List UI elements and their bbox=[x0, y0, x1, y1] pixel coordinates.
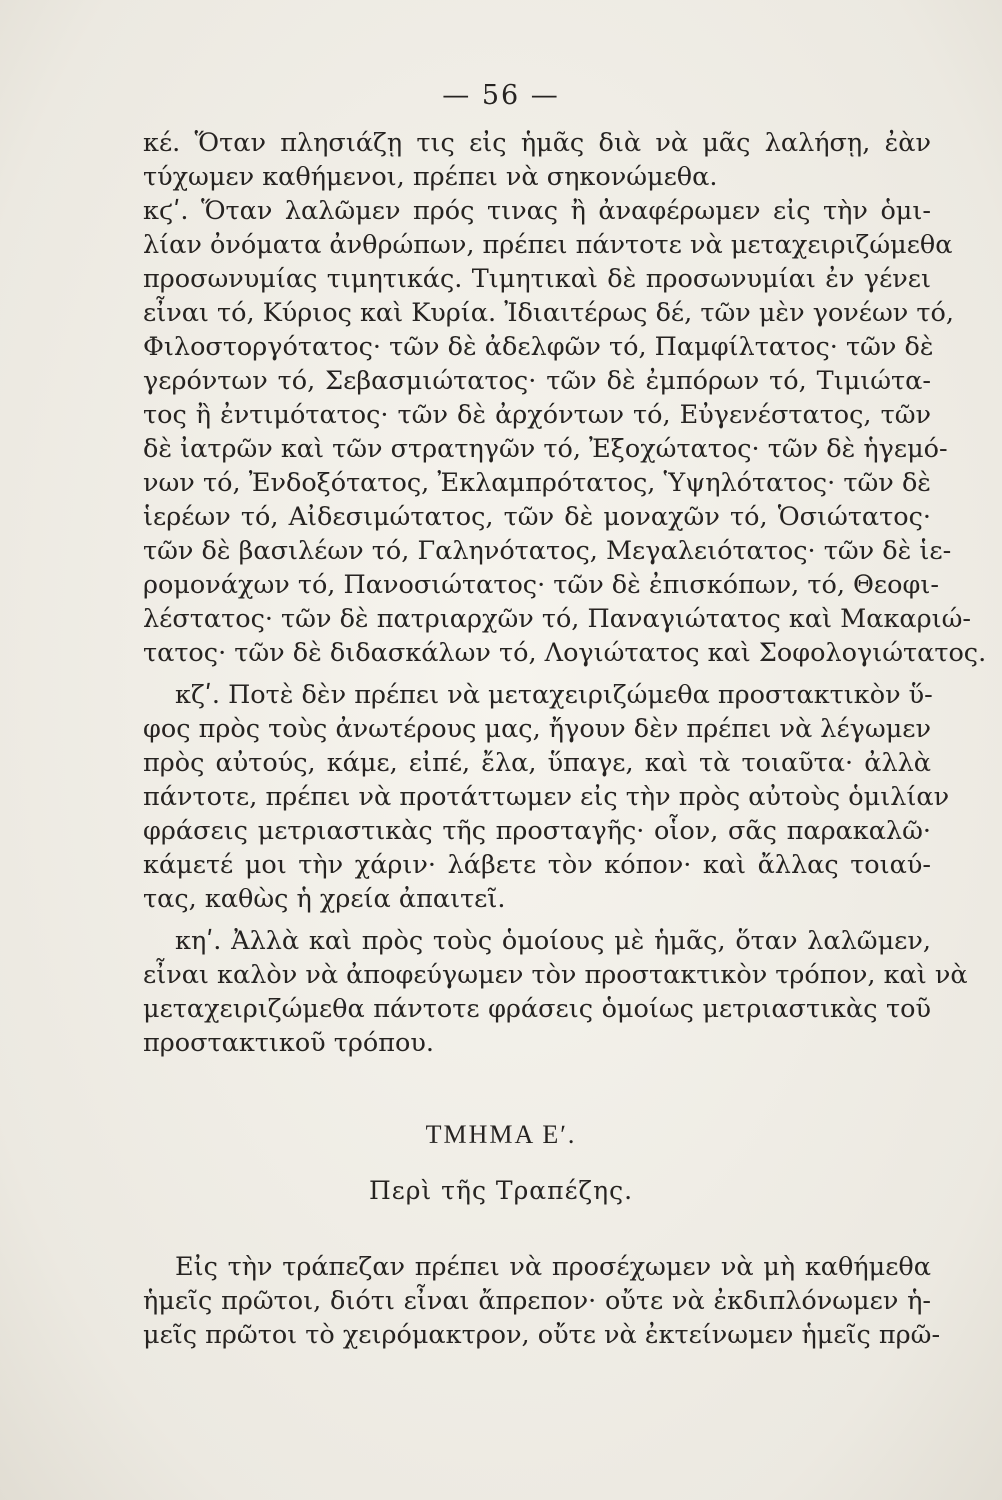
text-line: προσωνυμίας τιμητικάς. Τιμητικαὶ δὲ προσωνυμίαι ἐν γένει bbox=[143, 264, 931, 294]
section-subheading: Περὶ τῆς Τραπέζης. bbox=[368, 1176, 634, 1205]
text-line: λίαν ὀνόματα ἀνθρώπων, πρέπει πάντοτε νὰ μεταχειριζώμεθα bbox=[143, 230, 953, 260]
text-line: κηʹ. Ἀλλὰ καὶ πρὸς τοὺς ὁμοίους μὲ ἡμᾶς, ὅταν λαλῶμεν, bbox=[175, 926, 931, 956]
text-line: τος ἢ ἐντιμότατος· τῶν δὲ ἀρχόντων τό, Εὐγενέστατος, τῶν bbox=[143, 400, 931, 430]
text-line: μεῖς πρῶτοι τὸ χειρόμακτρον, οὔτε νὰ ἐκτείνωμεν ἡμεῖς πρῶ- bbox=[143, 1320, 941, 1350]
text-line: προστακτικοῦ τρόπου. bbox=[143, 1028, 434, 1058]
text-line: εἶναι τό, Κύριος καὶ Κυρία. Ἰδιαιτέρως δέ, τῶν μὲν γονέων τό, bbox=[143, 298, 954, 328]
text-line: εἶναι καλὸν νὰ ἀποφεύγωμεν τὸν προστακτικὸν τρόπον, καὶ νὰ bbox=[143, 960, 968, 990]
text-line: κέ. Ὅταν πλησιάζῃ τις εἰς ἡμᾶς διὰ νὰ μᾶς λαλήσῃ, ἐὰν bbox=[143, 128, 931, 158]
text-line: φράσεις μετριαστικὰς τῆς προσταγῆς· οἷον, σᾶς παρακαλῶ· bbox=[143, 816, 931, 846]
text-line: τας, καθὼς ἡ χρεία ἀπαιτεῖ. bbox=[143, 884, 506, 914]
section-heading: ΤΜΗΜΑ Εʹ. bbox=[425, 1120, 577, 1149]
text-line: κάμετέ μοι τὴν χάριν· λάβετε τὸν κόπον· καὶ ἄλλας τοιαύ- bbox=[143, 850, 931, 880]
text-line: Φιλοστοργότατος· τῶν δὲ ἀδελφῶν τό, Παμφίλτατος· τῶν δὲ bbox=[143, 332, 934, 362]
text-line: ἱερέων τό, Αἰδεσιμώτατος, τῶν δὲ μοναχῶν τό, Ὁσιώτατος· bbox=[143, 502, 931, 532]
text-line: μεταχειριζώμεθα πάντοτε φράσεις ὁμοίως μετριαστικὰς τοῦ bbox=[143, 994, 931, 1024]
page-number-header: — 56 — bbox=[442, 80, 560, 111]
text-line: Εἰς τὴν τράπεζαν πρέπει νὰ προσέχωμεν νὰ μὴ καθήμεθα bbox=[175, 1252, 931, 1282]
text-line: τύχωμεν καθήμενοι, πρέπει νὰ σηκονώμεθα. bbox=[143, 162, 718, 192]
text-line: νων τό, Ἐνδοξότατος, Ἐκλαμπρότατος, Ὑψηλότατος· τῶν δὲ bbox=[143, 468, 931, 498]
text-line: φος πρὸς τοὺς ἀνωτέρους μας, ἤγουν δὲν πρέπει νὰ λέγωμεν bbox=[143, 714, 931, 744]
text-line: κϛʹ. Ὅταν λαλῶμεν πρός τινας ἢ ἀναφέρωμεν εἰς τὴν ὁμι- bbox=[143, 196, 931, 226]
text-line: πρὸς αὐτούς, κάμε, εἰπέ, ἔλα, ὕπαγε, καὶ τὰ τοιαῦτα· ἀλλὰ bbox=[143, 748, 931, 778]
text-line: τατος· τῶν δὲ διδασκάλων τό, Λογιώτατος καὶ Σοφολογιώτατος. bbox=[143, 638, 987, 668]
text-line: δὲ ἰατρῶν καὶ τῶν στρατηγῶν τό, Ἐξοχώτατος· τῶν δὲ ἡγεμό- bbox=[143, 434, 948, 464]
text-line: κζʹ. Ποτὲ δὲν πρέπει νὰ μεταχειριζώμεθα προστακτικὸν ὕ- bbox=[175, 680, 933, 710]
text-line: τῶν δὲ βασιλέων τό, Γαληνότατος, Μεγαλειότατος· τῶν δὲ ἱε- bbox=[143, 536, 952, 566]
text-line: πάντοτε, πρέπει νὰ προτάττωμεν εἰς τὴν πρὸς αὐτοὺς ὁμιλίαν bbox=[143, 782, 950, 812]
text-line: λέστατος· τῶν δὲ πατριαρχῶν τό, Παναγιώτατος καὶ Μακαριώ- bbox=[143, 604, 972, 634]
text-line: ἡμεῖς πρῶτοι, διότι εἶναι ἄπρεπον· οὔτε νὰ ἐκδιπλόνωμεν ἡ- bbox=[143, 1286, 931, 1316]
text-line: γερόντων τό, Σεβασμιώτατος· τῶν δὲ ἐμπόρων τό, Τιμιώτα- bbox=[143, 366, 931, 396]
text-line: ρομονάχων τό, Πανοσιώτατος· τῶν δὲ ἐπισκόπων, τό, Θεοφι- bbox=[143, 570, 939, 600]
